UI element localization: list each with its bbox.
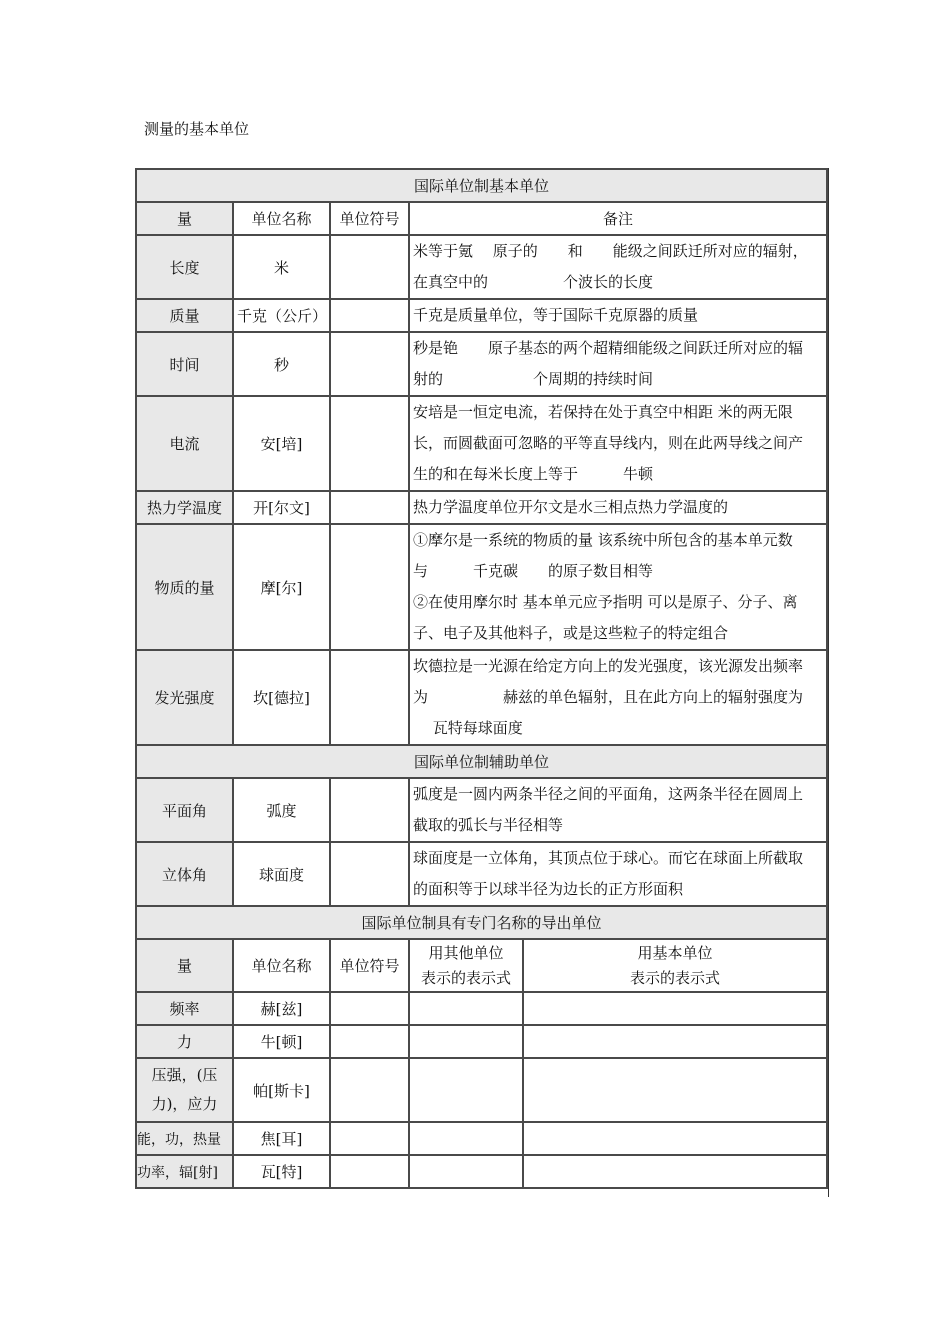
table-row bbox=[136, 524, 827, 650]
note-line: 坎德拉是一光源在给定方向上的发光强度，该光源发出频率 bbox=[413, 657, 804, 675]
note-line: 球面度是一立体角，其顶点位于球心。而它在球面上所截取 bbox=[413, 849, 804, 867]
note-line: 瓦特每球面度 bbox=[413, 719, 523, 737]
unit-symbol-cell bbox=[330, 1122, 409, 1155]
table-row bbox=[136, 235, 827, 299]
note-line: ①摩尔是一系统的物质的量 该系统中所包含的基本单元数 bbox=[413, 531, 793, 549]
table-row bbox=[136, 1058, 827, 1122]
quantity-cell: 能，功，热量 bbox=[136, 1122, 233, 1155]
unit-name-cell: 帕[斯卡] bbox=[233, 1058, 330, 1122]
unit-symbol-cell bbox=[330, 235, 409, 299]
derived-section-title: 国际单位制具有专门名称的导出单位 bbox=[136, 906, 827, 939]
table-row bbox=[136, 778, 827, 842]
base-units-expression-cell bbox=[523, 1058, 827, 1122]
notes-cell bbox=[409, 235, 827, 299]
quantity-cell: 平面角 bbox=[136, 778, 233, 842]
unit-name-cell: 牛[顿] bbox=[233, 1025, 330, 1058]
table-row bbox=[136, 299, 827, 332]
quantity-cell: 质量 bbox=[136, 299, 233, 332]
table-row bbox=[136, 650, 827, 745]
note-line: 生的和在每米长度上等于 牛顿 bbox=[413, 465, 654, 483]
quantity-line: 压强，(压 bbox=[151, 1066, 218, 1084]
table-row bbox=[136, 1122, 827, 1155]
unit-name-cell: 秒 bbox=[233, 332, 330, 396]
notes-cell bbox=[409, 524, 827, 650]
header-line: 表示的表示式 bbox=[420, 968, 511, 987]
other-units-expression-cell bbox=[409, 1058, 523, 1122]
quantity-cell: 发光强度 bbox=[136, 650, 233, 745]
note-line: 米等于氪 原子的 和 能级之间跃迁所对应的辐射， bbox=[413, 242, 808, 260]
derived-column-headers bbox=[136, 939, 827, 992]
note-line: 弧度是一圆内两条半径之间的平面角，这两条半径在圆周上 bbox=[413, 785, 804, 803]
unit-name-cell: 开[尔文] bbox=[233, 491, 330, 524]
quantity-cell: 长度 bbox=[136, 235, 233, 299]
note-line: 热力学温度单位开尔文是水三相点热力学温度的 bbox=[413, 498, 729, 516]
table-row bbox=[136, 842, 827, 906]
unit-symbol-cell bbox=[330, 299, 409, 332]
unit-symbol-cell bbox=[330, 778, 409, 842]
quantity-cell: 电流 bbox=[136, 396, 233, 491]
unit-symbol-cell bbox=[330, 1058, 409, 1122]
note-line: 在真空中的 个波长的长度 bbox=[413, 273, 654, 291]
other-units-expression-cell bbox=[409, 1155, 523, 1188]
unit-symbol-cell bbox=[330, 842, 409, 906]
unit-name-cell: 千克（公斤） bbox=[233, 299, 330, 332]
col-header-unit-name: 单位名称 bbox=[233, 939, 330, 992]
col-header-other-units bbox=[409, 939, 523, 992]
unit-name-cell: 安[培] bbox=[233, 396, 330, 491]
note-line: 秒是铯 原子基态的两个超精细能级之间跃迁所对应的辐 bbox=[413, 339, 804, 357]
note-line: 为 赫兹的单色辐射，且在此方向上的辐射强度为 bbox=[413, 688, 804, 706]
note-line: 千克是质量单位，等于国际千克原器的质量 bbox=[413, 306, 699, 324]
quantity-cell: 功率，辐[射] bbox=[136, 1155, 233, 1188]
quantity-cell: 热力学温度 bbox=[136, 491, 233, 524]
quantity-cell bbox=[136, 1058, 233, 1122]
notes-cell bbox=[409, 299, 827, 332]
unit-name-cell: 米 bbox=[233, 235, 330, 299]
note-line: 安培是一恒定电流，若保持在处于真空中相距 米的两无限 bbox=[413, 403, 793, 421]
base-units-expression-cell bbox=[523, 1025, 827, 1058]
unit-symbol-cell bbox=[330, 650, 409, 745]
base-section-header-row bbox=[136, 169, 827, 202]
col-header-quantity: 量 bbox=[136, 202, 233, 235]
note-line: 截取的弧长与半径相等 bbox=[413, 816, 564, 834]
unit-symbol-cell bbox=[330, 491, 409, 524]
quantity-cell: 力 bbox=[136, 1025, 233, 1058]
quantity-cell: 立体角 bbox=[136, 842, 233, 906]
unit-name-cell: 弧度 bbox=[233, 778, 330, 842]
unit-name-cell: 瓦[特] bbox=[233, 1155, 330, 1188]
unit-symbol-cell bbox=[330, 524, 409, 650]
col-header-base-units bbox=[523, 939, 827, 992]
table-row bbox=[136, 491, 827, 524]
base-units-expression-cell bbox=[523, 992, 827, 1025]
note-line: ②在使用摩尔时 基本单元应予指明 可以是原子、分子、离 bbox=[413, 593, 798, 611]
quantity-line: 力)，应力 bbox=[151, 1095, 218, 1113]
table-row bbox=[136, 1025, 827, 1058]
unit-name-cell: 赫[兹] bbox=[233, 992, 330, 1025]
other-units-expression-cell bbox=[409, 992, 523, 1025]
note-line: 子、电子及其他料子，或是这些粒子的特定组合 bbox=[413, 624, 729, 642]
quantity-cell: 物质的量 bbox=[136, 524, 233, 650]
unit-name-cell: 焦[耳] bbox=[233, 1122, 330, 1155]
unit-name-cell: 摩[尔] bbox=[233, 524, 330, 650]
unit-symbol-cell bbox=[330, 1155, 409, 1188]
table-row bbox=[136, 992, 827, 1025]
supplementary-section-title: 国际单位制辅助单位 bbox=[136, 745, 827, 778]
base-column-headers bbox=[136, 202, 827, 235]
document-title: 测量的基本单位 bbox=[144, 120, 250, 138]
notes-cell bbox=[409, 396, 827, 491]
unit-symbol-cell bbox=[330, 992, 409, 1025]
col-header-unit-symbol: 单位符号 bbox=[330, 202, 409, 235]
table-row bbox=[136, 1155, 827, 1188]
base-section-title: 国际单位制基本单位 bbox=[136, 169, 827, 202]
unit-symbol-cell bbox=[330, 1025, 409, 1058]
supplementary-section-header-row bbox=[136, 745, 827, 778]
page-edge-line bbox=[828, 168, 829, 1197]
other-units-expression-cell bbox=[409, 1025, 523, 1058]
base-units-expression-cell bbox=[523, 1122, 827, 1155]
notes-cell bbox=[409, 650, 827, 745]
quantity-cell: 时间 bbox=[136, 332, 233, 396]
note-line: 长，而圆截面可忽略的平等直导线内，则在此两导线之间产 bbox=[413, 434, 804, 452]
note-line: 与 千克碳 的原子数目相等 bbox=[413, 562, 654, 580]
si-units-table bbox=[135, 168, 828, 1189]
unit-symbol-cell bbox=[330, 396, 409, 491]
header-line: 用其他单位 bbox=[428, 943, 504, 962]
header-line: 表示的表示式 bbox=[630, 968, 721, 987]
col-header-unit-name: 单位名称 bbox=[233, 202, 330, 235]
notes-cell bbox=[409, 842, 827, 906]
col-header-quantity: 量 bbox=[136, 939, 233, 992]
table-row bbox=[136, 396, 827, 491]
header-line: 用基本单位 bbox=[637, 943, 713, 962]
unit-name-cell: 球面度 bbox=[233, 842, 330, 906]
note-line: 射的 个周期的持续时间 bbox=[413, 370, 654, 388]
notes-cell bbox=[409, 332, 827, 396]
unit-name-cell: 坎[德拉] bbox=[233, 650, 330, 745]
col-header-unit-symbol: 单位符号 bbox=[330, 939, 409, 992]
base-units-expression-cell bbox=[523, 1155, 827, 1188]
table-row bbox=[136, 332, 827, 396]
derived-section-header-row bbox=[136, 906, 827, 939]
notes-cell bbox=[409, 778, 827, 842]
unit-symbol-cell bbox=[330, 332, 409, 396]
other-units-expression-cell bbox=[409, 1122, 523, 1155]
quantity-cell: 频率 bbox=[136, 992, 233, 1025]
notes-cell bbox=[409, 491, 827, 524]
note-line: 的面积等于以球半径为边长的正方形面积 bbox=[413, 880, 684, 898]
col-header-notes: 备注 bbox=[409, 202, 827, 235]
